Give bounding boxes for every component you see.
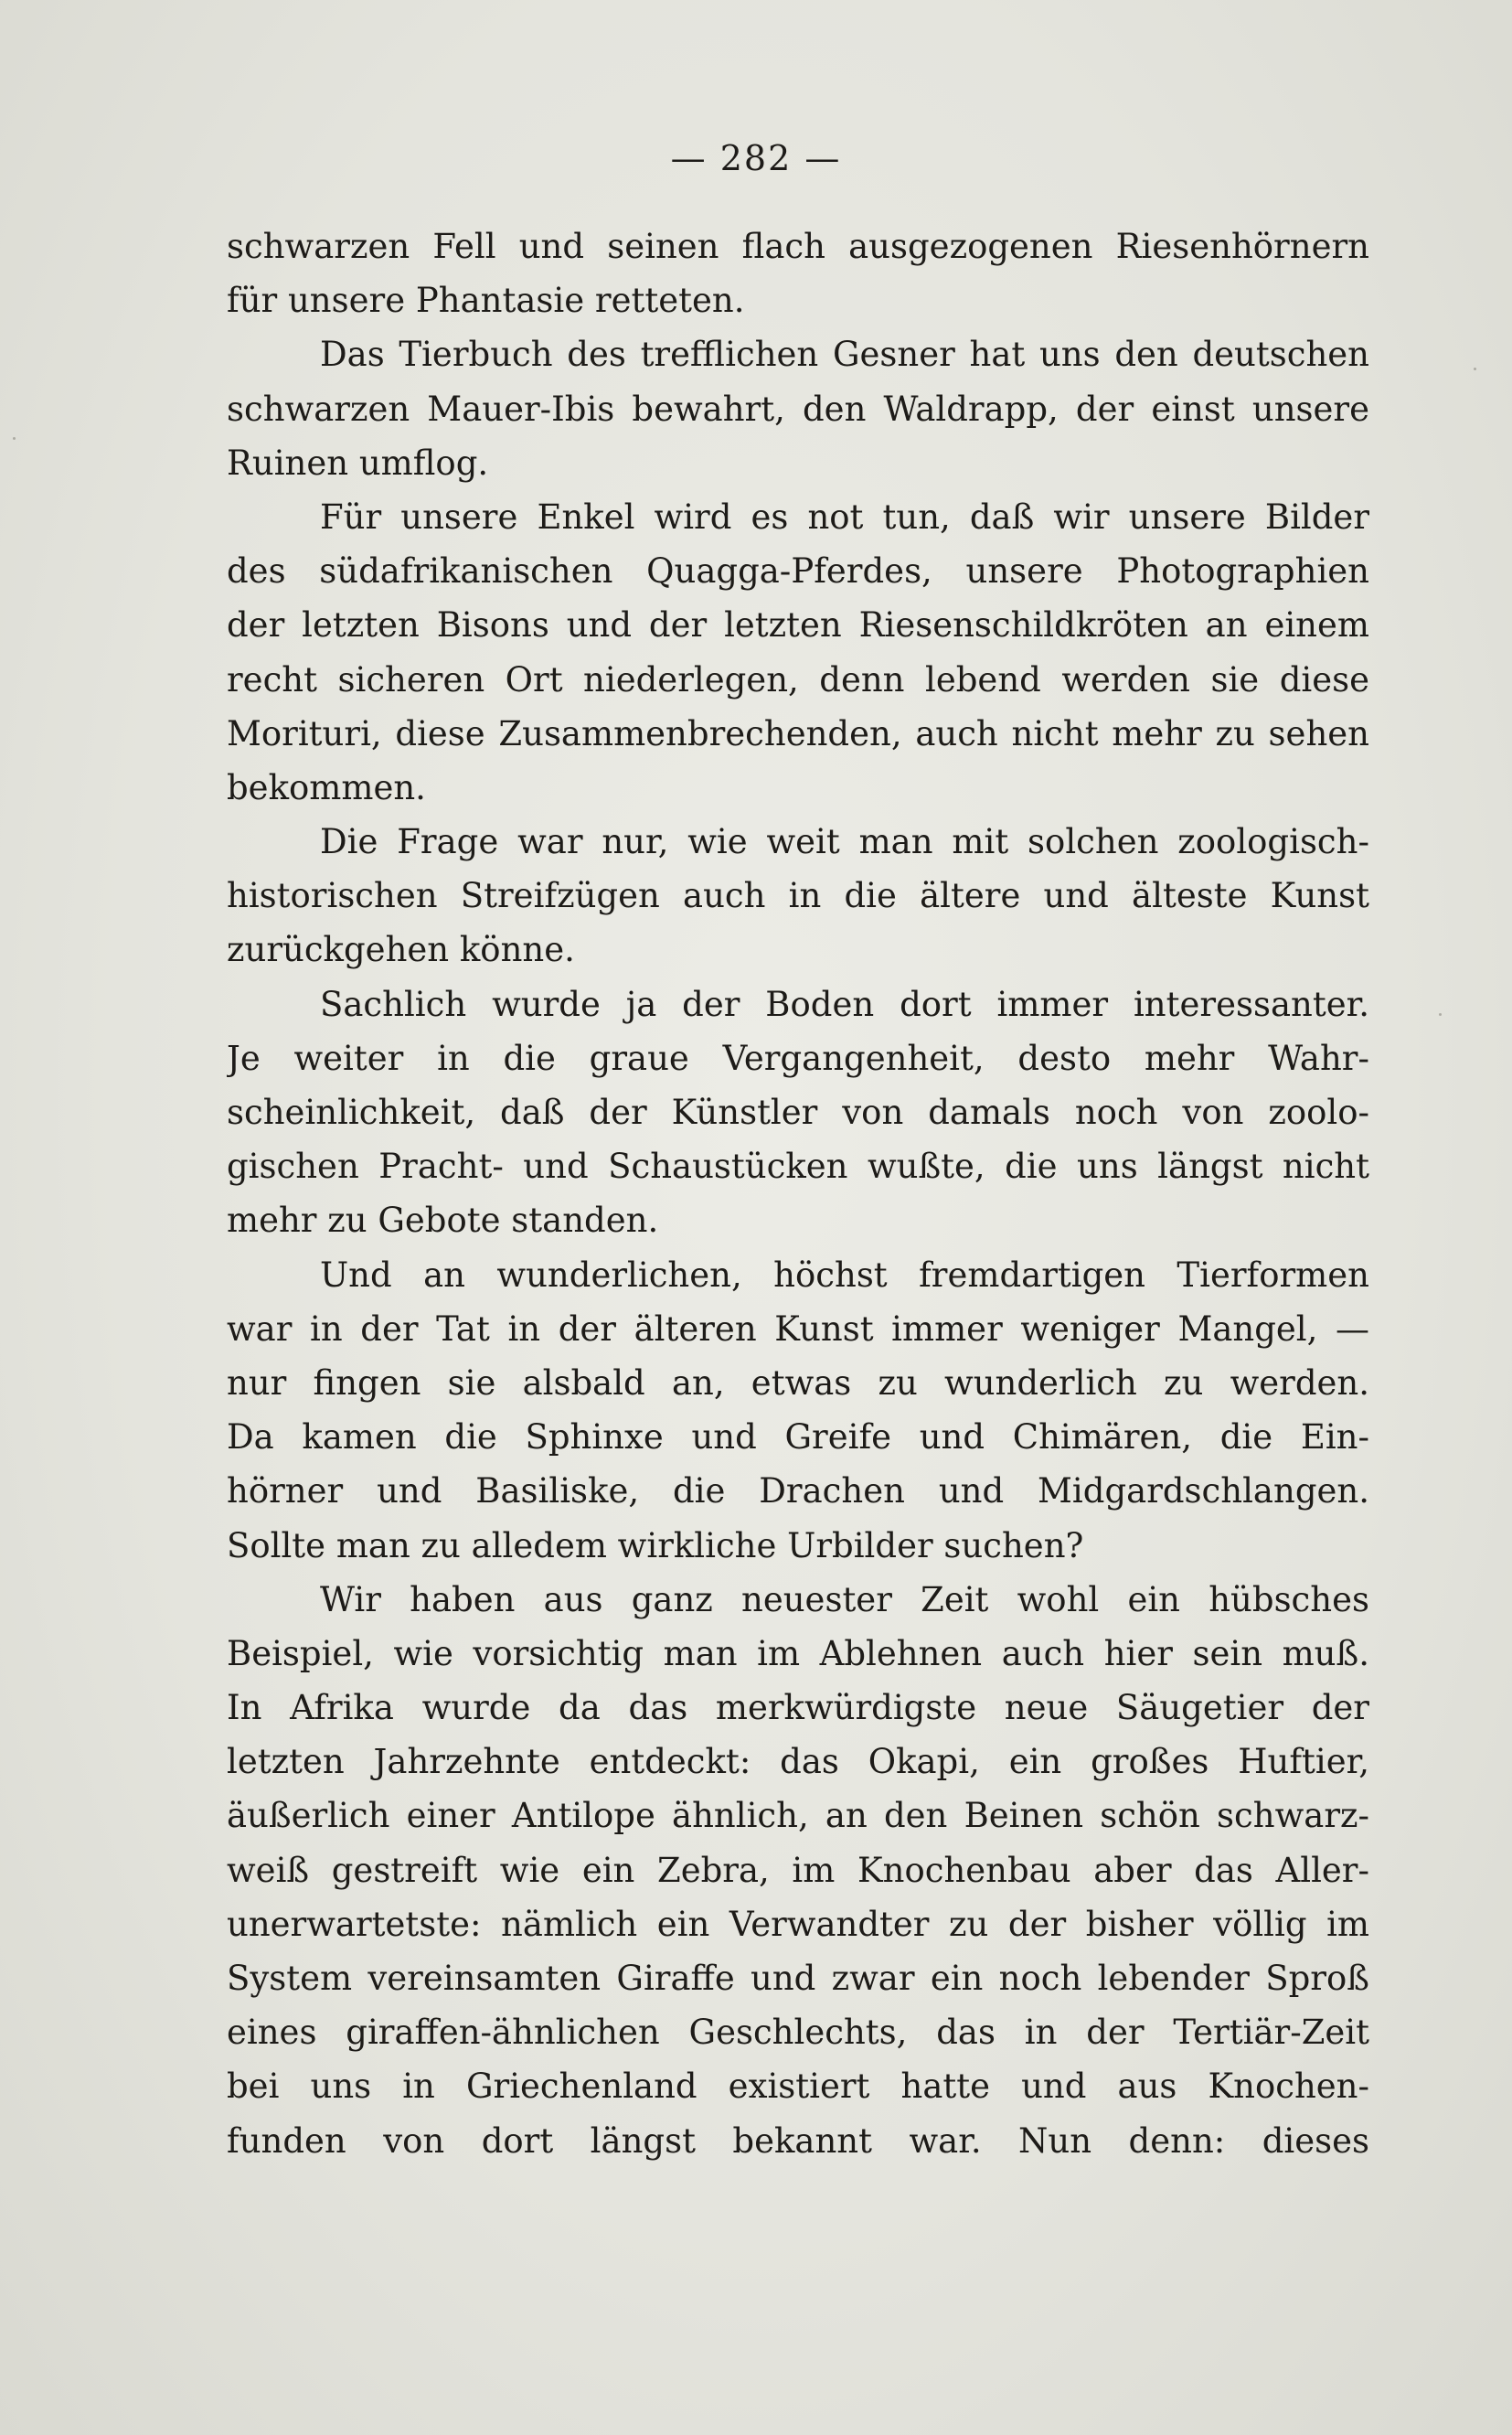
text-line: Ruinen umflog. [227,443,489,483]
text-line: hörner und Basiliske, die Drachen und Midgardschlangen. [227,1471,1369,1511]
body-text [227,219,1369,2168]
paper-speck [13,437,16,440]
text-line: Wir haben aus ganz neuester Zeit wohl ein hübsches [320,1579,1369,1619]
text-line: weiß gestreift wie ein Zebra, im Knochenbau aber das Aller- [227,1850,1369,1890]
page-number: — 282 — [670,138,842,178]
text-line: In Afrika wurde da das merkwürdigste neue Säugetier der [227,1688,1369,1728]
text-line: gischen Pracht- und Schaustücken wußte, die uns längst nicht [227,1147,1369,1187]
text-line: eines giraffen-ähnlichen Geschlechts, das in der Tertiär-Zeit [227,2013,1369,2053]
text-line: recht sicheren Ort niederlegen, denn lebend werden sie diese [227,659,1369,700]
text-line: unerwartetste: nämlich ein Verwandter zu der bisher völlig im [227,1904,1369,1944]
text-line: mehr zu Gebote standen. [227,1201,659,1241]
text-line: Da kamen die Sphinxe und Greife und Chimären, die Ein- [227,1417,1369,1458]
text-line: war in der Tat in der älteren Kunst immer weniger Mangel, — [227,1308,1369,1349]
text-line: funden von dort längst bekannt war. Nun denn: dieses [227,2120,1369,2161]
text-line: Das Tierbuch des trefflichen Gesner hat uns den deutschen [320,335,1369,375]
text-line: historischen Streifzügen auch in die ältere und älteste Kunst [227,876,1369,916]
text-line: nur fingen sie alsbald an, etwas zu wunderlich zu werden. [227,1362,1369,1403]
text-line: schwarzen Mauer-Ibis bewahrt, den Waldrapp, der einst unsere [227,389,1369,429]
text-line: Sachlich wurde ja der Boden dort immer interessanter. [320,984,1369,1024]
text-line: der letzten Bisons und der letzten Riesenschildkröten an einem [227,605,1369,646]
text-line: scheinlichkeit, daß der Künstler von damals noch von zoolo- [227,1093,1369,1132]
text-line: Morituri, diese Zusammenbrechenden, auch nicht mehr zu sehen [227,713,1369,753]
text-line: Sollte man zu alledem wirkliche Urbilder suchen? [227,1525,1084,1565]
text-line: bekommen. [227,767,426,807]
text-line: Für unsere Enkel wird es not tun, daß wir unsere Bilder [320,497,1369,537]
text-line: zurückgehen könne. [227,930,575,970]
paper-speck [1439,1013,1442,1016]
text-line: Die Frage war nur, wie weit man mit solchen zoologisch- [320,822,1369,862]
text-line: Je weiter in die graue Vergangenheit, desto mehr Wahr- [227,1038,1369,1078]
text-line: schwarzen Fell und seinen flach ausgezogenen Riesenhörnern [227,227,1369,266]
text-line: Und an wunderlichen, höchst fremdartigen Tierformen [320,1255,1369,1295]
text-line: des südafrikanischen Quagga-Pferdes, unsere Photographien [227,551,1369,592]
text-line: Beispiel, wie vorsichtig man im Ablehnen auch hier sein muß. [227,1633,1369,1673]
text-line: letzten Jahrzehnte entdeckt: das Okapi, ein großes Huftier, [227,1742,1369,1782]
paper-speck [1474,368,1476,370]
text-line: bei uns in Griechenland existiert hatte und aus Knochen- [227,2067,1369,2107]
text-line: für unsere Phantasie retteten. [227,281,745,321]
text-line: äußerlich einer Antilope ähnlich, an den Beinen schön schwarz- [227,1796,1369,1836]
text-line: System vereinsamten Giraffe und zwar ein noch lebender Sproß [227,1959,1369,1998]
